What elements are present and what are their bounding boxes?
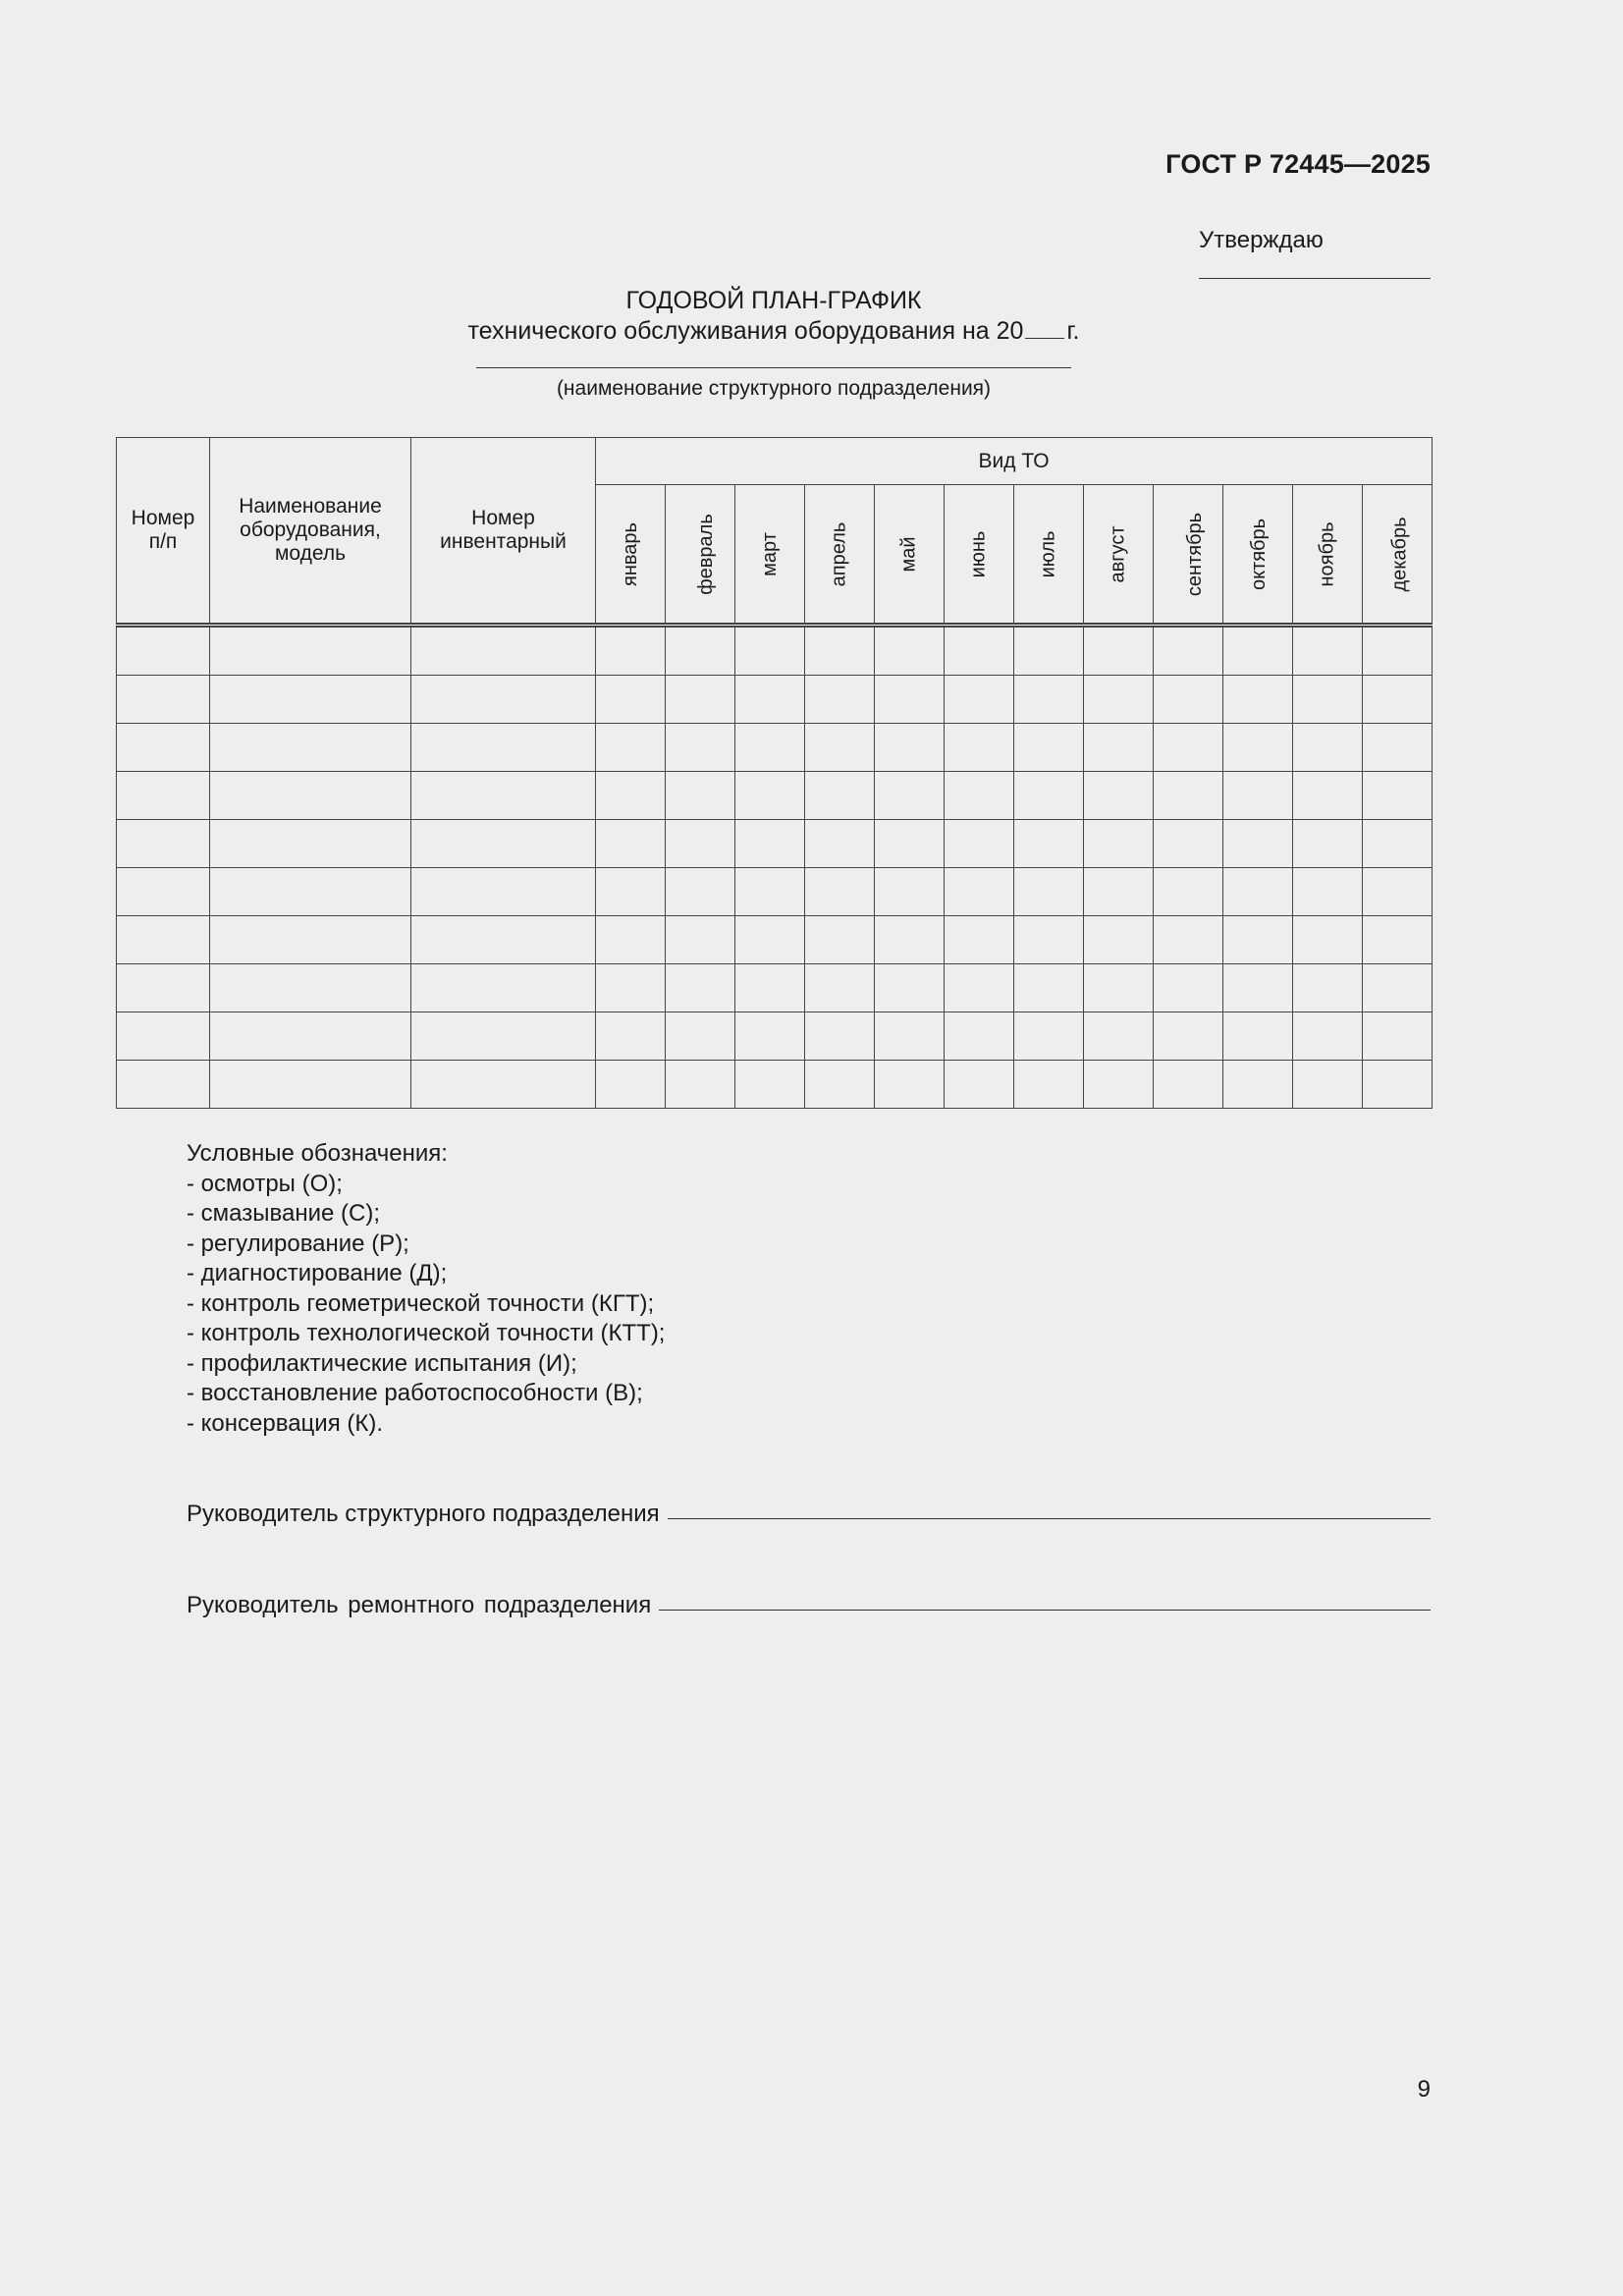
month-label: март bbox=[758, 532, 781, 576]
table-cell[interactable] bbox=[1154, 1012, 1223, 1061]
table-cell[interactable] bbox=[805, 724, 875, 772]
table-cell[interactable] bbox=[945, 1012, 1014, 1061]
header-month bbox=[666, 485, 735, 626]
legend-item: - контроль геометрической точности (КГТ); bbox=[187, 1289, 655, 1317]
month-label: октябрь bbox=[1248, 518, 1271, 591]
table-cell[interactable] bbox=[596, 626, 666, 676]
header-month bbox=[735, 485, 805, 626]
legend-item: - смазывание (С); bbox=[187, 1200, 380, 1227]
table-row bbox=[117, 916, 1433, 964]
table-cell[interactable] bbox=[1154, 676, 1223, 724]
table-row bbox=[117, 868, 1433, 916]
table-cell[interactable] bbox=[411, 772, 596, 820]
table-cell[interactable] bbox=[1084, 1061, 1154, 1109]
table-cell[interactable] bbox=[1154, 964, 1223, 1012]
table-cell[interactable] bbox=[1154, 868, 1223, 916]
table-cell[interactable] bbox=[411, 626, 596, 676]
table-cell[interactable] bbox=[805, 1012, 875, 1061]
table-cell[interactable] bbox=[411, 676, 596, 724]
table-cell[interactable] bbox=[1363, 964, 1433, 1012]
header-month bbox=[945, 485, 1014, 626]
table-cell[interactable] bbox=[117, 916, 210, 964]
header-month bbox=[1223, 485, 1293, 626]
department-name-line bbox=[476, 367, 1071, 368]
table-cell[interactable] bbox=[1363, 820, 1433, 868]
table-cell[interactable] bbox=[1014, 676, 1084, 724]
table-cell[interactable] bbox=[117, 626, 210, 676]
table-cell[interactable] bbox=[210, 1012, 411, 1061]
table-cell[interactable] bbox=[1293, 676, 1363, 724]
year-blank bbox=[1025, 318, 1064, 339]
table-cell[interactable] bbox=[735, 772, 805, 820]
table-cell[interactable] bbox=[666, 1012, 735, 1061]
maintenance-plan-table bbox=[116, 437, 1433, 1109]
table-cell[interactable] bbox=[1084, 1012, 1154, 1061]
table-cell[interactable] bbox=[1223, 964, 1293, 1012]
table-cell[interactable] bbox=[596, 964, 666, 1012]
table-cell[interactable] bbox=[805, 964, 875, 1012]
header-month bbox=[1293, 485, 1363, 626]
table-cell[interactable] bbox=[117, 820, 210, 868]
table-cell[interactable] bbox=[945, 676, 1014, 724]
table-cell[interactable] bbox=[1223, 868, 1293, 916]
month-label: май bbox=[897, 536, 920, 573]
header-month bbox=[1014, 485, 1084, 626]
header-month bbox=[1154, 485, 1223, 626]
table-cell[interactable] bbox=[117, 1061, 210, 1109]
table-cell[interactable] bbox=[1293, 820, 1363, 868]
table-cell[interactable] bbox=[596, 676, 666, 724]
table-cell[interactable] bbox=[945, 1061, 1014, 1109]
table-cell[interactable] bbox=[210, 1061, 411, 1109]
table-cell[interactable] bbox=[666, 820, 735, 868]
approval-signature-line bbox=[1199, 278, 1431, 279]
table-cell[interactable] bbox=[945, 772, 1014, 820]
table-cell[interactable] bbox=[1363, 676, 1433, 724]
legend-item: - профилактические испытания (И); bbox=[187, 1349, 577, 1377]
legend-item: - регулирование (Р); bbox=[187, 1230, 409, 1257]
month-label: февраль bbox=[694, 514, 717, 595]
month-label: июль bbox=[1037, 530, 1059, 578]
table-row bbox=[117, 964, 1433, 1012]
month-label: июнь bbox=[967, 530, 990, 578]
table-cell[interactable] bbox=[805, 820, 875, 868]
table-cell[interactable] bbox=[1154, 916, 1223, 964]
table-cell[interactable] bbox=[735, 724, 805, 772]
header-month bbox=[875, 485, 945, 626]
table-cell[interactable] bbox=[117, 724, 210, 772]
table-cell[interactable] bbox=[210, 964, 411, 1012]
table-cell[interactable] bbox=[1014, 820, 1084, 868]
table-cell[interactable] bbox=[411, 868, 596, 916]
table-cell[interactable] bbox=[1223, 724, 1293, 772]
legend-heading: Условные обозначения: bbox=[187, 1140, 448, 1167]
table-cell[interactable] bbox=[1363, 1061, 1433, 1109]
table-cell[interactable] bbox=[735, 820, 805, 868]
table-cell[interactable] bbox=[945, 724, 1014, 772]
month-label: январь bbox=[619, 522, 641, 586]
table-row bbox=[117, 724, 1433, 772]
table-cell[interactable] bbox=[875, 1012, 945, 1061]
approval-label: Утверждаю bbox=[1199, 227, 1324, 253]
table-cell[interactable] bbox=[735, 964, 805, 1012]
month-label: апрель bbox=[828, 521, 850, 587]
table-cell[interactable] bbox=[117, 868, 210, 916]
legend-item: - восстановление работоспособности (В); bbox=[187, 1380, 643, 1406]
legend-item: - диагностирование (Д); bbox=[187, 1260, 448, 1286]
table-cell[interactable] bbox=[117, 1012, 210, 1061]
table-cell[interactable] bbox=[1293, 916, 1363, 964]
subtitle-year-suffix: г. bbox=[1066, 317, 1080, 345]
table-cell[interactable] bbox=[1363, 916, 1433, 964]
table-cell[interactable] bbox=[1363, 772, 1433, 820]
repair-head-label: Руководитель ремонтного подразделения bbox=[187, 1592, 652, 1618]
table-cell[interactable] bbox=[1154, 724, 1223, 772]
table-cell[interactable] bbox=[875, 626, 945, 676]
table-cell[interactable] bbox=[945, 916, 1014, 964]
header-maintenance-type: Вид ТО bbox=[596, 438, 1433, 485]
table-cell[interactable] bbox=[875, 868, 945, 916]
table-cell[interactable] bbox=[210, 868, 411, 916]
table-cell[interactable] bbox=[875, 724, 945, 772]
table-cell[interactable] bbox=[596, 820, 666, 868]
table-cell[interactable] bbox=[1014, 626, 1084, 676]
table-cell[interactable] bbox=[735, 1061, 805, 1109]
table-cell[interactable] bbox=[805, 916, 875, 964]
table-cell[interactable] bbox=[210, 772, 411, 820]
table-cell[interactable] bbox=[875, 916, 945, 964]
table-cell[interactable] bbox=[1014, 772, 1084, 820]
header-month bbox=[1084, 485, 1154, 626]
table-cell[interactable] bbox=[666, 772, 735, 820]
table-cell[interactable] bbox=[1014, 724, 1084, 772]
table-cell[interactable] bbox=[210, 676, 411, 724]
header-inventory-number: Номер инвентарный bbox=[411, 438, 596, 626]
table-row bbox=[117, 1012, 1433, 1061]
table-cell[interactable] bbox=[411, 964, 596, 1012]
header-month bbox=[805, 485, 875, 626]
table-cell[interactable] bbox=[1363, 868, 1433, 916]
table-cell[interactable] bbox=[1293, 1012, 1363, 1061]
table-cell[interactable] bbox=[1363, 1012, 1433, 1061]
table-cell[interactable] bbox=[945, 964, 1014, 1012]
table-cell[interactable] bbox=[945, 868, 1014, 916]
table-cell[interactable] bbox=[1084, 626, 1154, 676]
table-cell[interactable] bbox=[666, 676, 735, 724]
table-cell[interactable] bbox=[411, 820, 596, 868]
table-cell[interactable] bbox=[666, 724, 735, 772]
table-cell[interactable] bbox=[1223, 1061, 1293, 1109]
table-cell[interactable] bbox=[411, 1061, 596, 1109]
table-cell[interactable] bbox=[875, 820, 945, 868]
table-cell[interactable] bbox=[1293, 626, 1363, 676]
table-cell[interactable] bbox=[1084, 868, 1154, 916]
table-row bbox=[117, 772, 1433, 820]
legend-item: - осмотры (О); bbox=[187, 1170, 343, 1197]
table-cell[interactable] bbox=[1154, 772, 1223, 820]
table-cell[interactable] bbox=[666, 626, 735, 676]
form-subtitle bbox=[0, 317, 1547, 346]
table-cell[interactable] bbox=[1363, 724, 1433, 772]
table-cell[interactable] bbox=[666, 964, 735, 1012]
table-cell[interactable] bbox=[1084, 820, 1154, 868]
table-cell[interactable] bbox=[1223, 772, 1293, 820]
table-cell[interactable] bbox=[1014, 964, 1084, 1012]
table-cell[interactable] bbox=[1363, 626, 1433, 676]
subtitle-text: технического обслуживания оборудования на 20 bbox=[467, 317, 1024, 345]
structural-head-label: Руководитель структурного подразделения bbox=[187, 1501, 660, 1527]
table-cell[interactable] bbox=[411, 1012, 596, 1061]
month-label: ноябрь bbox=[1316, 521, 1338, 587]
repair-head-signature-line bbox=[659, 1610, 1431, 1611]
table-cell[interactable] bbox=[666, 868, 735, 916]
table-cell[interactable] bbox=[1293, 868, 1363, 916]
month-label: сентябрь bbox=[1184, 512, 1207, 597]
table-row bbox=[117, 676, 1433, 724]
table-cell[interactable] bbox=[1084, 676, 1154, 724]
table-cell[interactable] bbox=[1084, 724, 1154, 772]
department-caption: (наименование структурного подразделения) bbox=[556, 377, 992, 400]
table-cell[interactable] bbox=[596, 1012, 666, 1061]
header-month bbox=[596, 485, 666, 626]
table-cell[interactable] bbox=[1084, 772, 1154, 820]
table-cell[interactable] bbox=[596, 1061, 666, 1109]
table-cell[interactable] bbox=[1223, 626, 1293, 676]
table-cell[interactable] bbox=[210, 724, 411, 772]
legend bbox=[187, 1139, 665, 1439]
table-cell[interactable] bbox=[735, 916, 805, 964]
table-cell[interactable] bbox=[666, 916, 735, 964]
table-cell[interactable] bbox=[1223, 676, 1293, 724]
table-cell[interactable] bbox=[805, 676, 875, 724]
table-cell[interactable] bbox=[596, 772, 666, 820]
table-cell[interactable] bbox=[1154, 820, 1223, 868]
table-cell[interactable] bbox=[596, 724, 666, 772]
table-cell[interactable] bbox=[1293, 724, 1363, 772]
table-cell[interactable] bbox=[1223, 820, 1293, 868]
table-row bbox=[117, 626, 1433, 676]
table-cell[interactable] bbox=[117, 772, 210, 820]
table-cell[interactable] bbox=[1014, 868, 1084, 916]
document-number: ГОСТ Р 72445—2025 bbox=[1165, 149, 1431, 179]
table-cell[interactable] bbox=[945, 626, 1014, 676]
table-cell[interactable] bbox=[1293, 964, 1363, 1012]
table-cell[interactable] bbox=[210, 820, 411, 868]
legend-item: - контроль технологической точности (КТТ); bbox=[187, 1320, 666, 1346]
table-cell[interactable] bbox=[1014, 916, 1084, 964]
table-cell[interactable] bbox=[735, 868, 805, 916]
table-cell[interactable] bbox=[117, 964, 210, 1012]
table-cell[interactable] bbox=[875, 1061, 945, 1109]
table-cell[interactable] bbox=[875, 676, 945, 724]
table-cell[interactable] bbox=[210, 626, 411, 676]
table-row bbox=[117, 1061, 1433, 1109]
table-cell[interactable] bbox=[1014, 1012, 1084, 1061]
table-cell[interactable] bbox=[805, 626, 875, 676]
form-title: ГОДОВОЙ ПЛАН-ГРАФИК bbox=[625, 287, 922, 314]
table-cell[interactable] bbox=[1014, 1061, 1084, 1109]
table-cell[interactable] bbox=[1084, 964, 1154, 1012]
table-cell[interactable] bbox=[411, 724, 596, 772]
header-number: Номер п/п bbox=[117, 438, 210, 626]
table-cell[interactable] bbox=[1223, 916, 1293, 964]
table-cell[interactable] bbox=[945, 820, 1014, 868]
month-label: август bbox=[1107, 525, 1129, 583]
legend-item: - консервация (К). bbox=[187, 1409, 384, 1437]
table-cell[interactable] bbox=[875, 964, 945, 1012]
header-equipment-name: Наименование оборудования, модель bbox=[210, 438, 411, 626]
table-cell[interactable] bbox=[1293, 1061, 1363, 1109]
table-cell[interactable] bbox=[1154, 626, 1223, 676]
table-cell[interactable] bbox=[735, 626, 805, 676]
table-cell[interactable] bbox=[666, 1061, 735, 1109]
table-cell[interactable] bbox=[117, 676, 210, 724]
table-cell[interactable] bbox=[805, 1061, 875, 1109]
repair-head-signature bbox=[187, 1592, 1431, 1619]
table-cell[interactable] bbox=[1084, 916, 1154, 964]
table-row bbox=[117, 820, 1433, 868]
table-cell[interactable] bbox=[875, 772, 945, 820]
table-cell[interactable] bbox=[210, 916, 411, 964]
structural-head-signature bbox=[187, 1501, 1431, 1528]
table-cell[interactable] bbox=[411, 916, 596, 964]
table-cell[interactable] bbox=[735, 676, 805, 724]
table-cell[interactable] bbox=[1154, 1061, 1223, 1109]
table-cell[interactable] bbox=[805, 868, 875, 916]
table-cell[interactable] bbox=[805, 772, 875, 820]
month-label: декабрь bbox=[1388, 517, 1411, 592]
table-cell[interactable] bbox=[1223, 1012, 1293, 1061]
table-cell[interactable] bbox=[1293, 772, 1363, 820]
table-cell[interactable] bbox=[596, 916, 666, 964]
table-cell[interactable] bbox=[735, 1012, 805, 1061]
table-cell[interactable] bbox=[596, 868, 666, 916]
header-month bbox=[1363, 485, 1433, 626]
structural-head-signature-line bbox=[668, 1518, 1431, 1519]
page-number: 9 bbox=[1417, 2076, 1431, 2103]
